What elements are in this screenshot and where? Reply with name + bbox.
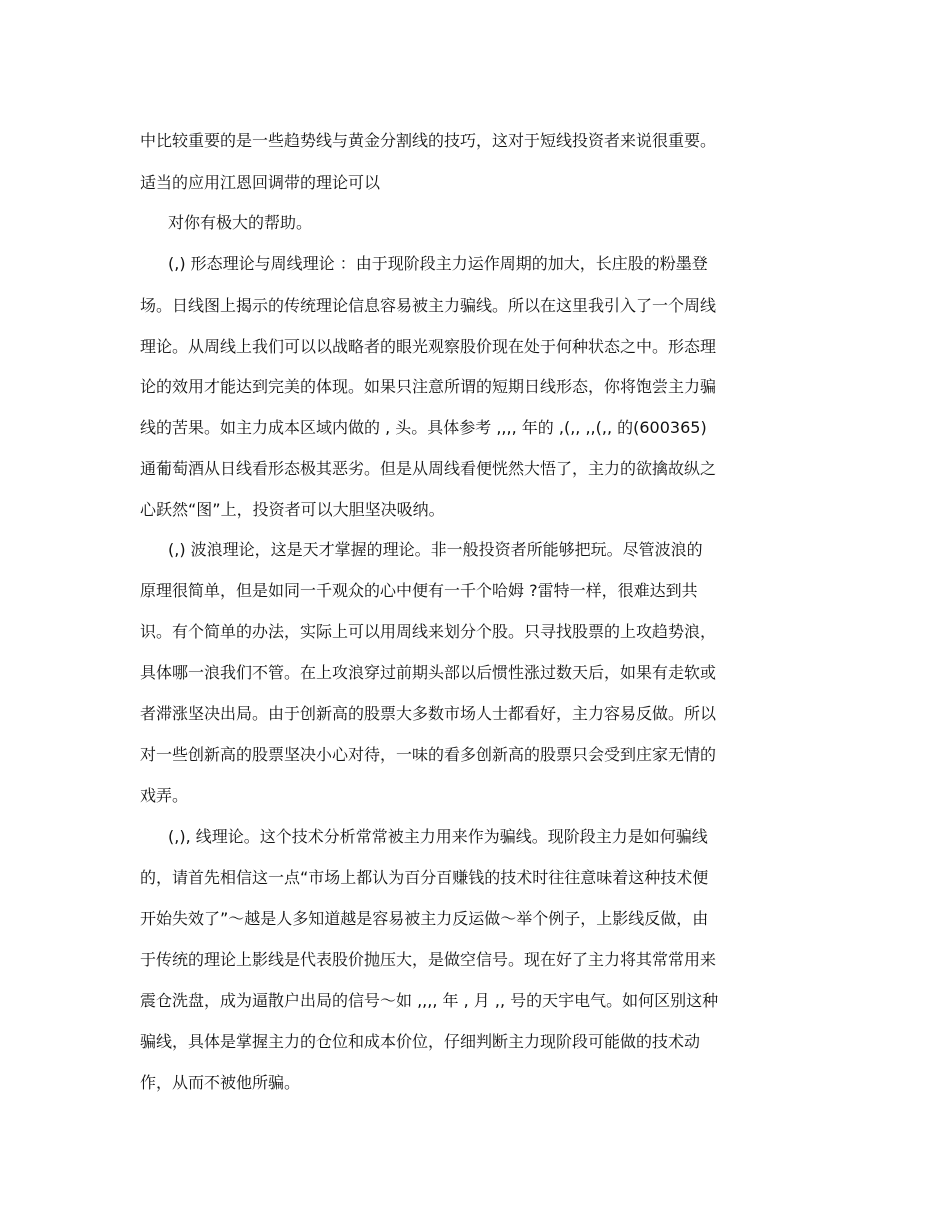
text-line: 骗线，具体是掌握主力的仓位和成本价位，仔细判断主力现阶段可能做的技术动 — [140, 1032, 701, 1051]
text-line: 具体哪一浪我们不管。在上攻浪穿过前期头部以后惯性涨过数天后，如果有走软或 — [140, 663, 717, 682]
text-line: 者滞涨坚决出局。由于创新高的股票大多数市场人士都看好，主力容易反做。所以 — [140, 704, 717, 723]
text-line: 心跃然“图”上，投资者可以大胆坚决吸纳。 — [140, 500, 445, 519]
text-line: 作，从而不被他所骗。 — [140, 1073, 301, 1092]
text-line: 对你有极大的帮助。 — [168, 213, 313, 232]
text-line: 的，请首先相信这一点“市场上都认为百分百赚钱的技术时往往意味着这种技术便 — [140, 868, 709, 887]
text-line: 中比较重要的是一些趋势线与黄金分割线的技巧，这对于短线投资者来说很重要。 — [140, 131, 717, 150]
text-line: 识。有个简单的办法，实际上可以用周线来划分个股。只寻找股票的上攻趋势浪， — [140, 622, 717, 641]
text-line: 理论。从周线上我们可以以战略者的眼光观察股价现在处于何种状态之中。形态理 — [140, 337, 717, 356]
text-line: 原理很简单，但是如同一千观众的心中便有一千个哈姆 ?雷特一样，很难达到共 — [140, 581, 698, 600]
text-line: 线的苦果。如主力成本区域内做的 , 头。具体参考 ,,,, 年的 ,(,, ,,(,, 的(600365) — [140, 418, 707, 437]
text-line: 开始失效了”～越是人多知道越是容易被主力反运做～举个例子，上影线反做，由 — [140, 909, 709, 928]
text-line: 对一些创新高的股票坚决小心对待，一味的看多创新高的股票只会受到庄家无情的 — [140, 745, 717, 764]
text-line: 论的效用才能达到完美的体现。如果只注意所谓的短期日线形态，你将饱尝主力骗 — [140, 377, 717, 396]
text-line: 震仓洗盘，成为逼散户出局的信号～如 ,,,, 年 , 月 ,, 号的天宇电气。如何区别这种 — [140, 991, 719, 1010]
text-line: (,), 线理论。这个技术分析常常被主力用来作为骗线。现阶段主力是如何骗线 — [168, 827, 708, 846]
text-line: (,) 波浪理论，这是天才掌握的理论。非一般投资者所能够把玩。尽管波浪的 — [168, 540, 703, 559]
text-line: 场。日线图上揭示的传统理论信息容易被主力骗线。所以在这里我引入了一个周线 — [140, 296, 717, 315]
text-line: 适当的应用江恩回调带的理论可以 — [140, 173, 381, 192]
text-line: 戏弄。 — [140, 786, 189, 805]
text-line: (,) 形态理论与周线理论 ：由于现阶段主力运作周期的加大，长庄股的粉墨登 — [168, 254, 708, 273]
text-line: 通葡萄酒从日线看形态极其恶劣。但是从周线看便恍然大悟了，主力的欲擒故纵之 — [140, 459, 717, 478]
text-line: 于传统的理论上影线是代表股价抛压大，是做空信号。现在好了主力将其常常用来 — [140, 950, 717, 969]
